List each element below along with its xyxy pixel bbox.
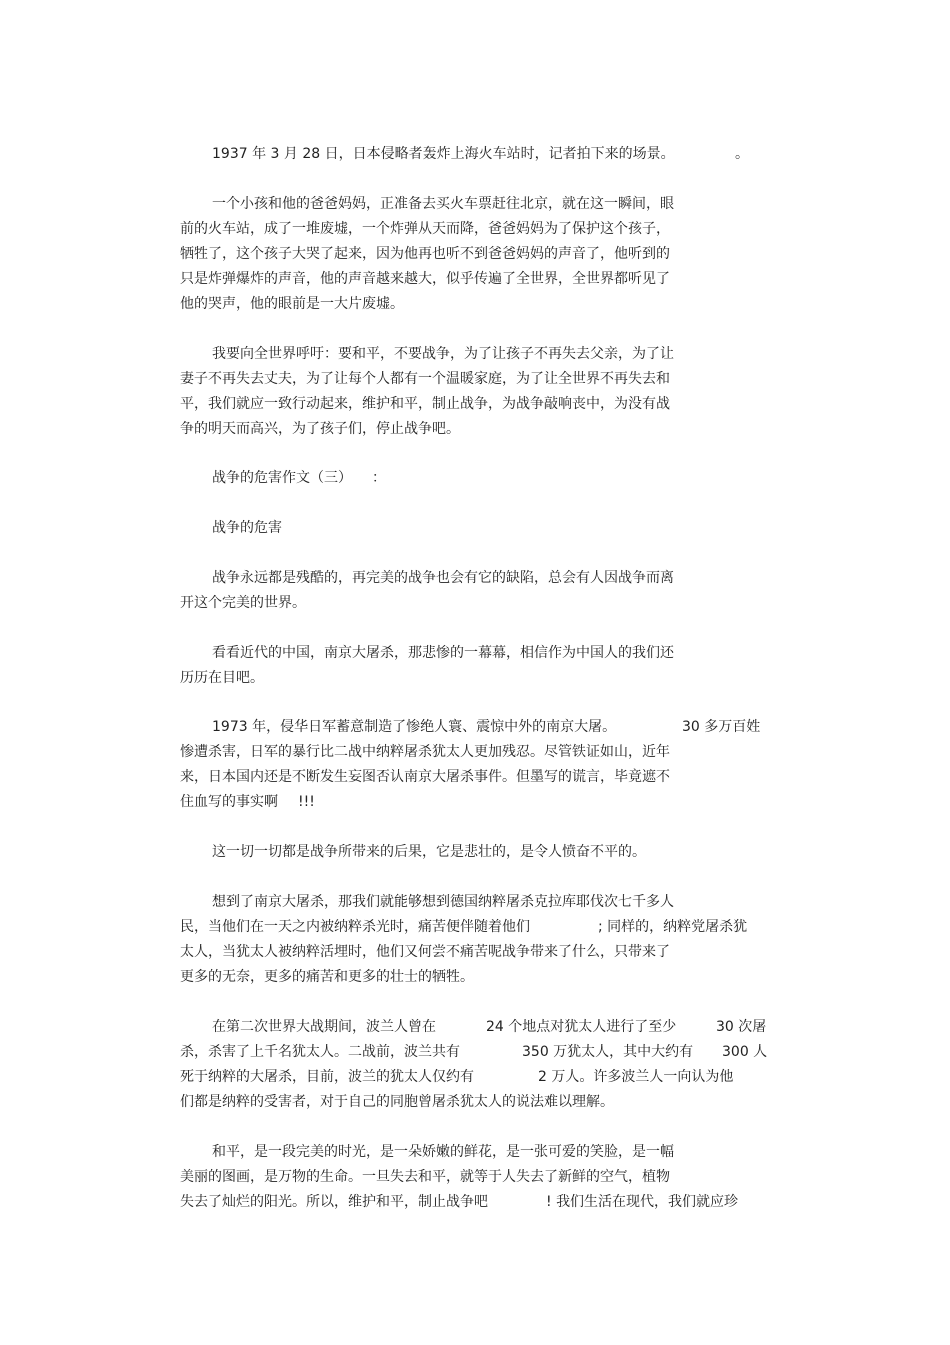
- text-segment: 350 万犹太人，其中大约有: [522, 1044, 694, 1060]
- text-line: [0, 790, 950, 814]
- text-segment: 失去了灿烂的阳光。所以，维护和平，制止战争吧: [180, 1194, 488, 1210]
- text-segment: 1937 年 3 月 28 日，日本侵略者轰炸上海火车站时，记者拍下来的场景。: [212, 146, 675, 162]
- text-line: [0, 367, 950, 391]
- text-segment: 和平，是一段完美的时光，是一朵娇嫩的鲜花，是一张可爱的笑脸，是一幅: [212, 1144, 674, 1160]
- text-segment: ; 同样的，纳粹党屠杀犹: [598, 919, 748, 935]
- text-line: [0, 417, 950, 441]
- text-segment: 杀，杀害了上千名犹太人。二战前，波兰共有: [180, 1044, 460, 1060]
- text-line: [0, 1015, 950, 1039]
- text-segment: 开这个完美的世界。: [180, 595, 306, 611]
- text-line: [0, 292, 950, 316]
- text-line: [0, 217, 950, 241]
- text-segment: !!!: [298, 794, 315, 810]
- text-line: [0, 1165, 950, 1189]
- text-line: [0, 965, 950, 989]
- text-line: [0, 1065, 950, 1089]
- text-line: [0, 940, 950, 964]
- text-segment: 。: [735, 146, 749, 162]
- text-segment: 太人，当犹太人被纳粹活埋时，他们又何尝不痛苦呢战争带来了什么，只带来了: [180, 944, 670, 960]
- text-line: [0, 890, 950, 914]
- text-segment: 民，当他们在一天之内被纳粹杀光时，痛苦便伴随着他们: [180, 919, 530, 935]
- text-segment: ：: [372, 470, 386, 486]
- text-segment: 只是炸弹爆炸的声音，他的声音越来越大，似乎传遍了全世界，全世界都听见了: [180, 271, 670, 287]
- text-segment: 争的明天而高兴，为了孩子们，停止战争吧。: [180, 421, 460, 437]
- text-line: [0, 1040, 950, 1064]
- text-segment: 住血写的事实啊: [180, 794, 278, 810]
- text-segment: 死于纳粹的大屠杀，目前，波兰的犹太人仅约有: [180, 1069, 474, 1085]
- text-line: [0, 666, 950, 690]
- text-line: [0, 192, 950, 216]
- text-segment: 30 次屠: [716, 1019, 767, 1035]
- text-segment: 们都是纳粹的受害者，对于自己的同胞曾屠杀犹太人的说法难以理解。: [180, 1094, 614, 1110]
- text-segment: 妻子不再失去丈夫，为了让每个人都有一个温暖家庭，为了让全世界不再失去和: [180, 371, 670, 387]
- text-line: [0, 1140, 950, 1164]
- text-segment: 1973 年，侵华日军蓄意制造了惨绝人寰、震惊中外的南京大屠。: [212, 719, 617, 735]
- text-line: [0, 267, 950, 291]
- text-line: [0, 142, 950, 166]
- text-segment: 惨遭杀害，日军的暴行比二战中纳粹屠杀犹太人更加残忍。尽管铁证如山，近年: [180, 744, 670, 760]
- text-segment: 历历在目吧。: [180, 670, 264, 686]
- text-segment: 美丽的图画，是万物的生命。一旦失去和平，就等于人失去了新鲜的空气，植物: [180, 1169, 670, 1185]
- text-segment: 看看近代的中国，南京大屠杀，那悲惨的一幕幕，相信作为中国人的我们还: [212, 645, 674, 661]
- article-title: [0, 516, 950, 540]
- text-line: [0, 342, 950, 366]
- text-line: [0, 1190, 950, 1214]
- text-segment: 300 人: [722, 1044, 768, 1060]
- text-segment: 战争的危害: [212, 520, 282, 536]
- text-line: [0, 915, 950, 939]
- text-line: [0, 591, 950, 615]
- text-line: [0, 765, 950, 789]
- text-segment: 在第二次世界大战期间，波兰人曾在: [212, 1019, 436, 1035]
- text-segment: 战争永远都是残酷的，再完美的战争也会有它的缺陷，总会有人因战争而离: [212, 570, 674, 586]
- text-segment: 前的火车站，成了一堆废墟，一个炸弹从天而降，爸爸妈妈为了保护这个孩子，: [180, 221, 670, 237]
- text-segment: 想到了南京大屠杀，那我们就能够想到德国纳粹屠杀克拉库耶伐次七千多人: [212, 894, 674, 910]
- text-segment: 30 多万百姓: [682, 719, 761, 735]
- text-segment: 2 万人。许多波兰人一向认为他: [538, 1069, 734, 1085]
- text-segment: 一个小孩和他的爸爸妈妈，正准备去买火车票赶往北京，就在这一瞬间，眼: [212, 196, 674, 212]
- text-segment: ! 我们生活在现代，我们就应珍: [546, 1194, 739, 1210]
- text-segment: 平，我们就应一致行动起来，维护和平，制止战争，为战争敲响丧中，为没有战: [180, 396, 670, 412]
- text-segment: 来，日本国内还是不断发生妄图否认南京大屠杀事件。但墨写的谎言，毕竟遮不: [180, 769, 670, 785]
- text-line: [0, 740, 950, 764]
- text-line: [0, 641, 950, 665]
- text-segment: 这一切一切都是战争所带来的后果，它是悲壮的，是令人愤奋不平的。: [212, 844, 646, 860]
- text-segment: 战争的危害作文（三）: [212, 470, 352, 486]
- text-line: [0, 392, 950, 416]
- section-heading: [0, 466, 950, 490]
- text-line: [0, 242, 950, 266]
- text-segment: 更多的无奈，更多的痛苦和更多的壮士的牺牲。: [180, 969, 474, 985]
- text-segment: 我要向全世界呼吁：要和平，不要战争，为了让孩子不再失去父亲，为了让: [212, 346, 674, 362]
- text-line: [0, 715, 950, 739]
- text-segment: 他的哭声，他的眼前是一大片废墟。: [180, 296, 404, 312]
- text-line: [0, 1090, 950, 1114]
- text-line: [0, 566, 950, 590]
- text-segment: 24 个地点对犹太人进行了至少: [486, 1019, 677, 1035]
- text-segment: 牺牲了，这个孩子大哭了起来，因为他再也听不到爸爸妈妈的声音了，他听到的: [180, 246, 670, 262]
- text-line: [0, 840, 950, 864]
